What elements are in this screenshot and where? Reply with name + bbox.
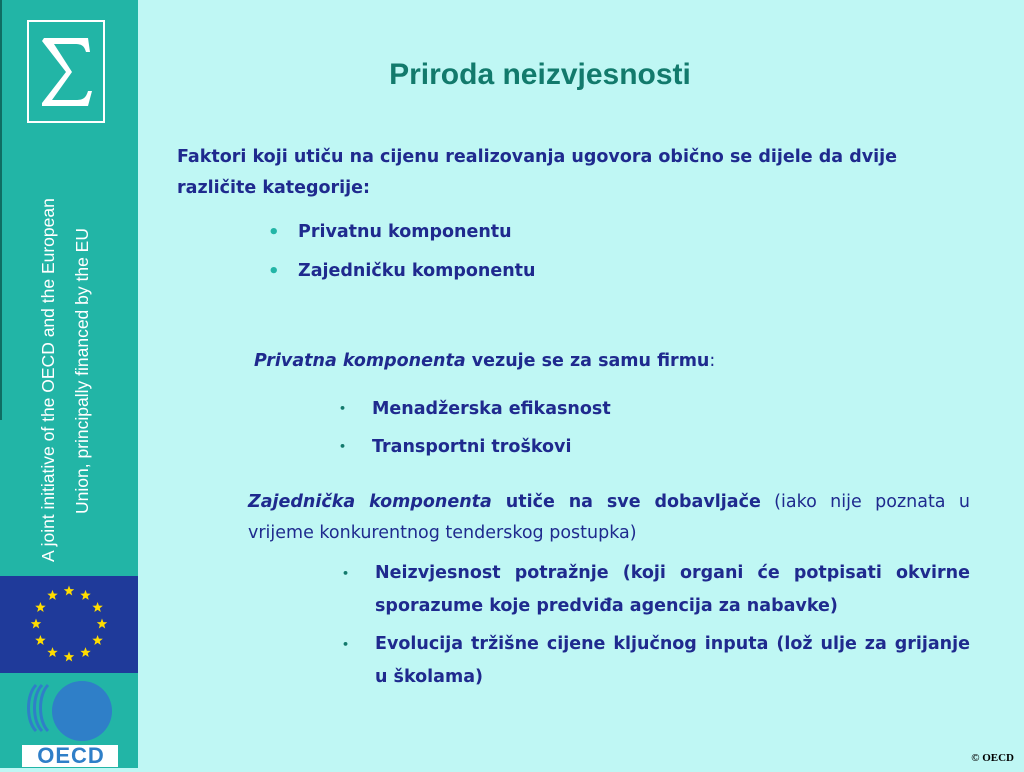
common-item-label: Neizvjesnost potražnje (koji organi će potpisati okvirne sporazume koje predviđa agencija za nabavke)	[375, 563, 970, 616]
list-item	[342, 557, 970, 623]
eu-star-icon	[31, 619, 41, 629]
eu-star-icon	[64, 586, 74, 596]
eu-star-icon	[47, 647, 57, 657]
initiative-line-1: A joint initiative of the OECD and the European	[38, 198, 58, 562]
private-heading-italic: Privatna komponenta	[254, 351, 466, 371]
initiative-text	[0, 130, 138, 570]
eu-star-icon	[64, 652, 74, 662]
oecd-logo-text: OECD	[37, 743, 105, 768]
common-heading-note: (iako nije poznata u vrijeme konkurentnog tenderskog postupka)	[248, 492, 970, 543]
initiative-line-2: Union, principally financed by the EU	[72, 228, 92, 514]
bullet-icon: •	[268, 222, 280, 243]
bullet-icon: •	[342, 638, 350, 651]
common-item-label: Evolucija tržišne cijene ključnog inputa (lož ulje za grijanje u školama)	[375, 634, 970, 687]
categories-list	[268, 213, 536, 291]
list-item	[268, 252, 536, 291]
eu-star-icon	[80, 647, 90, 657]
private-list	[339, 390, 611, 466]
eu-stars-icon	[0, 576, 138, 673]
intro-paragraph: Faktori koji utiču na cijenu realizovanja ugovora obično se dijele da dvije različite kategorije:	[177, 147, 897, 198]
bullet-icon: •	[268, 261, 280, 282]
private-item-label: Menadžerska efikasnost	[372, 399, 611, 419]
eu-star-icon	[47, 590, 57, 600]
common-list	[342, 557, 970, 699]
private-item-label: Transportni troškovi	[372, 437, 572, 457]
eu-star-icon	[35, 602, 45, 612]
sidebar	[0, 0, 138, 768]
list-item	[342, 628, 970, 694]
oecd-logo	[0, 673, 138, 768]
bullet-icon: •	[342, 567, 350, 580]
list-item	[268, 213, 536, 252]
eu-flag	[0, 576, 138, 673]
category-label: Zajedničku komponentu	[298, 261, 536, 281]
bullet-icon: •	[339, 402, 347, 415]
list-item	[339, 390, 611, 428]
sigma-logo	[27, 20, 105, 123]
common-heading-bold: utiče na sve dobavljače	[491, 492, 761, 512]
private-heading-colon: :	[709, 351, 716, 371]
bullet-icon: •	[339, 440, 347, 453]
private-heading	[254, 351, 715, 371]
eu-star-icon	[92, 635, 102, 645]
sigma-icon	[36, 32, 96, 112]
eu-star-icon	[92, 602, 102, 612]
common-heading-italic: Zajednička komponenta	[248, 492, 492, 512]
copyright: © OECD	[971, 752, 1014, 764]
category-label: Privatnu komponentu	[298, 222, 512, 242]
eu-star-icon	[97, 619, 107, 629]
common-paragraph	[248, 487, 970, 549]
eu-star-icon	[80, 590, 90, 600]
list-item	[339, 428, 611, 466]
slide-title: Priroda neizvjesnosti	[389, 58, 691, 91]
eu-star-icon	[35, 635, 45, 645]
private-heading-rest: vezuje se za samu firmu	[465, 351, 710, 371]
